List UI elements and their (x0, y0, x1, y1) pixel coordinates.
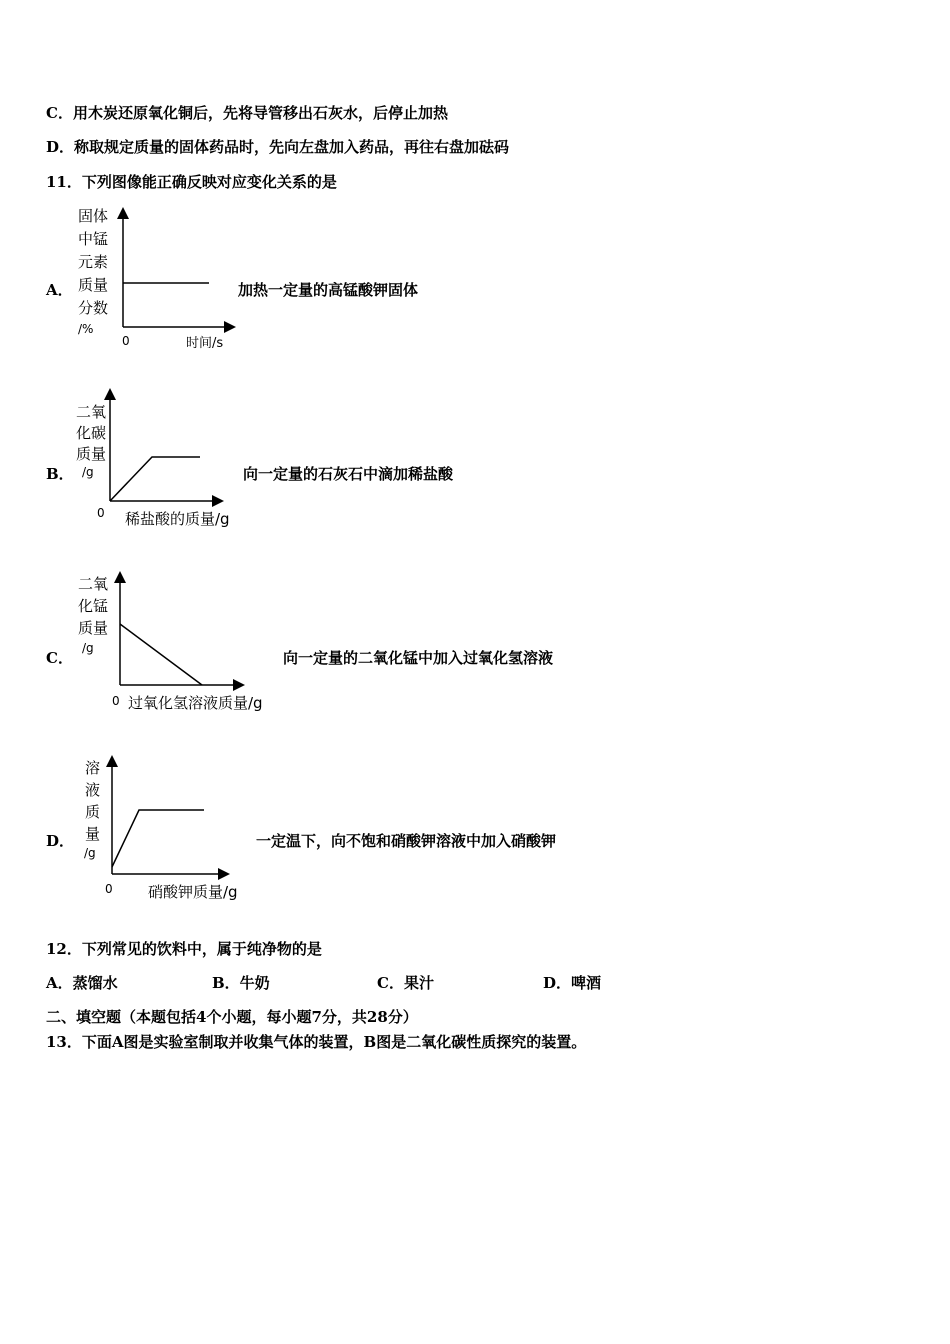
graph-c-ylabel-4: /g (82, 641, 94, 655)
graph-a-ylabel-3: 元素 (78, 253, 109, 271)
option-c-previous: C．用木炭还原氧化铜后，先将导管移出石灰水，后停止加热 (46, 104, 448, 122)
graph-d-origin: 0 (105, 882, 113, 896)
graph-c-ylabel-2: 化锰 (78, 597, 109, 615)
q12-choice-d: D．啤酒 (543, 974, 602, 992)
graph-b-origin: 0 (97, 506, 105, 520)
graph-c-data-line (120, 624, 202, 685)
question-12: 12．下列常见的饮料中，属于纯净物的是 (46, 940, 322, 958)
graph-b-ylabel-1: 二氧 (76, 403, 107, 421)
graph-d-data-line (112, 810, 204, 867)
graph-d-ylabel-4: 量 (85, 825, 101, 843)
graph-d-xlabel: 硝酸钾质量/g (148, 883, 238, 901)
graph-c-ylabel-1: 二氧 (78, 575, 109, 593)
graph-d (72, 755, 272, 905)
q12-choice-a: A．蒸馏水 (46, 974, 118, 992)
graph-a-xlabel: 时间/s (186, 336, 224, 351)
option-b-label: B． (46, 465, 74, 483)
graph-b-ylabel-3: 质量 (76, 445, 107, 463)
option-a-label: A． (46, 281, 73, 299)
graph-c-xlabel: 过氧化氢溶液质量/g (128, 694, 263, 712)
graph-d-ylabel-1: 溶 (85, 759, 101, 777)
graph-a-ylabel-6: /% (78, 322, 94, 336)
q12-choice-b: B．牛奶 (212, 974, 270, 992)
graph-a-ylabel-2: 中锰 (78, 230, 109, 248)
graph-d-ylabel-5: /g (84, 846, 96, 860)
section-2-heading: 二、填空题（本题包括4个小题，每小题7分，共28分） (46, 1008, 418, 1026)
option-a-desc: 加热一定量的高锰酸钾固体 (238, 281, 419, 299)
graph-b-ylabel-4: /g (82, 465, 94, 479)
graph-b-svg (72, 388, 252, 533)
graph-c-svg (72, 572, 292, 717)
graph-d-ylabel-2: 液 (85, 781, 101, 799)
question-13: 13．下面A图是实验室制取并收集气体的装置，B图是二氧化碳性质探究的装置。 (46, 1033, 587, 1051)
option-d-previous: D．称取规定质量的固体药品时，先向左盘加入药品，再往右盘加砝码 (46, 138, 510, 156)
option-d-desc: 一定温下，向不饱和硝酸钾溶液中加入硝酸钾 (256, 832, 557, 850)
graph-a-ylabel-4: 质量 (78, 276, 109, 294)
graph-b (72, 388, 252, 533)
q12-choice-c: C．果汁 (377, 974, 434, 992)
option-c-label: C． (46, 649, 73, 667)
option-b-desc: 向一定量的石灰石中滴加稀盐酸 (243, 465, 454, 483)
graph-d-svg (72, 755, 272, 905)
graph-a (72, 205, 242, 355)
graph-b-xlabel: 稀盐酸的质量/g (125, 510, 230, 528)
graph-b-ylabel-2: 化碳 (76, 424, 107, 442)
graph-d-ylabel-3: 质 (85, 803, 101, 821)
graph-b-data-line (110, 457, 200, 501)
question-11: 11．下列图像能正确反映对应变化关系的是 (46, 173, 337, 191)
graph-c-ylabel-3: 质量 (78, 619, 109, 637)
graph-a-svg (72, 205, 242, 355)
graph-a-ylabel-1: 固体 (78, 207, 109, 225)
option-d-label: D． (46, 832, 75, 850)
option-c-desc: 向一定量的二氧化锰中加入过氧化氢溶液 (283, 649, 554, 667)
graph-a-origin: 0 (122, 334, 130, 348)
graph-c-origin: 0 (112, 694, 120, 708)
graph-a-ylabel-5: 分数 (78, 299, 109, 317)
graph-c (72, 572, 292, 717)
